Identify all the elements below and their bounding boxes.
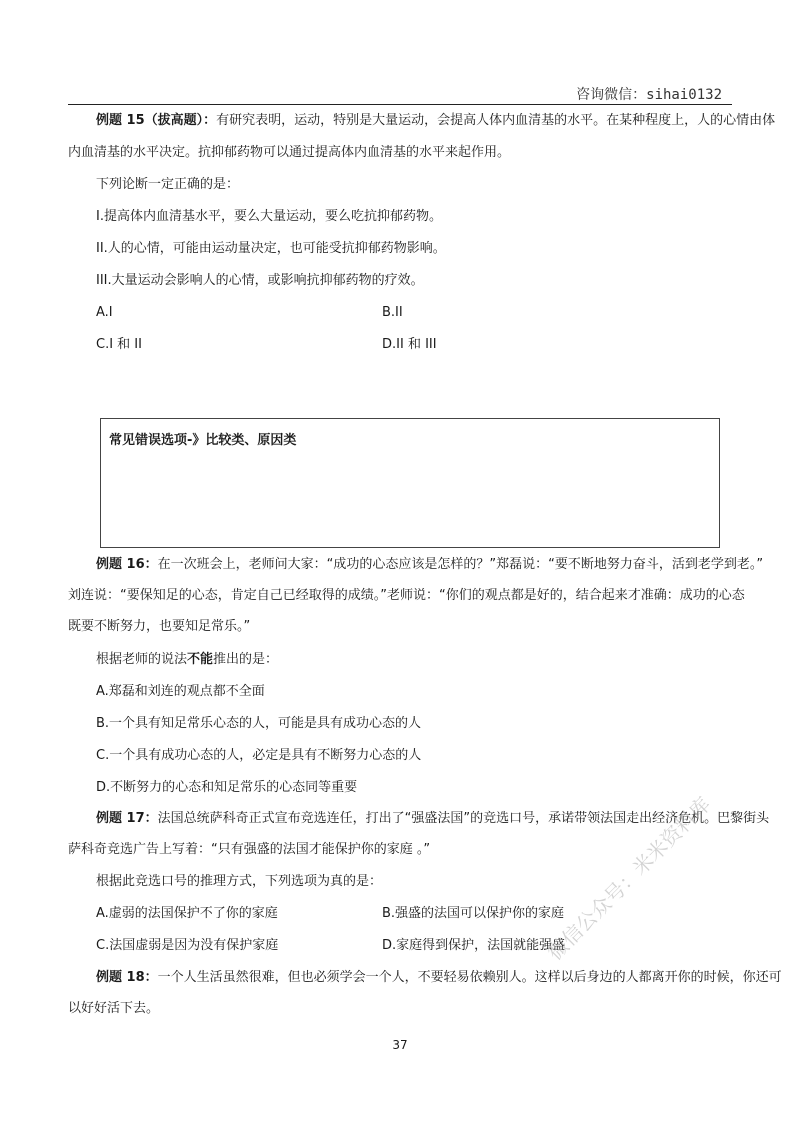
q17-prompt: 根据此竞选口号的推理方式，下列选项为真的是： — [96, 874, 383, 889]
q15-statement-3: III.大量运动会影响人的心情，或影响抗抑郁药物的疗效。 — [96, 273, 424, 288]
q15-line-2: 内血清基的水平决定。抗抑郁药物可以通过提高体内血清基的水平来起作用。 — [68, 145, 511, 160]
q17-label: 例题 17： — [96, 811, 158, 826]
q16-option-a: A.郑磊和刘连的观点都不全面 — [96, 684, 265, 699]
q17-text-1: 法国总统萨科奇正式宣布竞选连任，打出了“强盛法国”的竞选口号，承诺带领法国走出经济危机。巴黎街头 — [157, 811, 770, 826]
q17-line-2: 萨科奇竞选广告上写着：“只有强盛的法国才能保护你的家庭 。” — [68, 842, 431, 857]
q18-label: 例题 18： — [96, 970, 158, 985]
tip-box — [100, 418, 720, 548]
q16-label: 例题 16： — [96, 557, 158, 572]
q16-text-1: 在一次班会上，老师问大家：“成功的心态应该是怎样的？”郑磊说：“要不断地努力奋斗，活到老学到老。” — [157, 557, 764, 572]
q17-option-c: C.法国虚弱是因为没有保护家庭 — [96, 938, 279, 953]
q16-line-3: 既要不断努力，也要知足常乐。” — [68, 619, 251, 634]
tip-box-title: 常见错误选项-》比较类、原因类 — [109, 433, 297, 448]
q15-line-1 — [96, 112, 775, 130]
q17-option-a: A.虚弱的法国保护不了你的家庭 — [96, 906, 278, 921]
q16-option-b: B.一个具有知足常乐心态的人，可能是具有成功心态的人 — [96, 716, 422, 731]
watermark: 微信公众号：米米资料库 — [542, 792, 716, 965]
q16-option-d: D.不断努力的心态和知足常乐的心态同等重要 — [96, 780, 358, 795]
q15-text-1: 有研究表明，运动，特别是大量运动，会提高人体内血清基的水平。在某种程度上，人的心情由体 — [216, 113, 776, 128]
q16-prompt-bold: 不能 — [187, 652, 214, 667]
q16-line-2: 刘连说：“要保知足的心态，肯定自己已经取得的成绩。”老师说：“你们的观点都是好的，结合起来才准确：成功的心态 — [68, 588, 745, 603]
q15-statement-1: I.提高体内血清基水平，要么大量运动，要么吃抗抑郁药物。 — [96, 209, 442, 224]
page-number: 37 — [392, 1038, 408, 1052]
q16-line-1 — [96, 556, 763, 574]
q16-prompt-post: 推出的是： — [213, 652, 279, 667]
q16-prompt-pre: 根据老师的说法 — [96, 652, 188, 667]
q18-line-1 — [96, 969, 782, 987]
q15-option-d: D.II 和 III — [382, 337, 437, 352]
q17-option-b: B.强盛的法国可以保护你的家庭 — [382, 906, 565, 921]
q15-statement-2: II.人的心情，可能由运动量决定，也可能受抗抑郁药物影响。 — [96, 241, 446, 256]
header-contact: 咨询微信：sihai0132 — [576, 87, 722, 103]
q15-option-a: A.I — [96, 305, 113, 320]
q15-option-b: B.II — [382, 305, 403, 320]
q16-option-c: C.一个具有成功心态的人，必定是具有不断努力心态的人 — [96, 748, 422, 763]
header-rule — [68, 104, 732, 105]
q17-option-d: D.家庭得到保护，法国就能强盛 — [382, 938, 566, 953]
q18-text-1: 一个人生活虽然很难，但也必须学会一个人，不要轻易依赖别人。这样以后身边的人都离开你的时候，你还可 — [157, 970, 782, 985]
q15-label: 例题 15（拔高题）： — [96, 113, 217, 128]
q18-line-2: 以好好活下去。 — [68, 1001, 160, 1016]
q15-prompt: 下列论断一定正确的是： — [96, 177, 240, 192]
q15-option-c: C.I 和 II — [96, 337, 142, 352]
q16-prompt — [96, 651, 278, 669]
